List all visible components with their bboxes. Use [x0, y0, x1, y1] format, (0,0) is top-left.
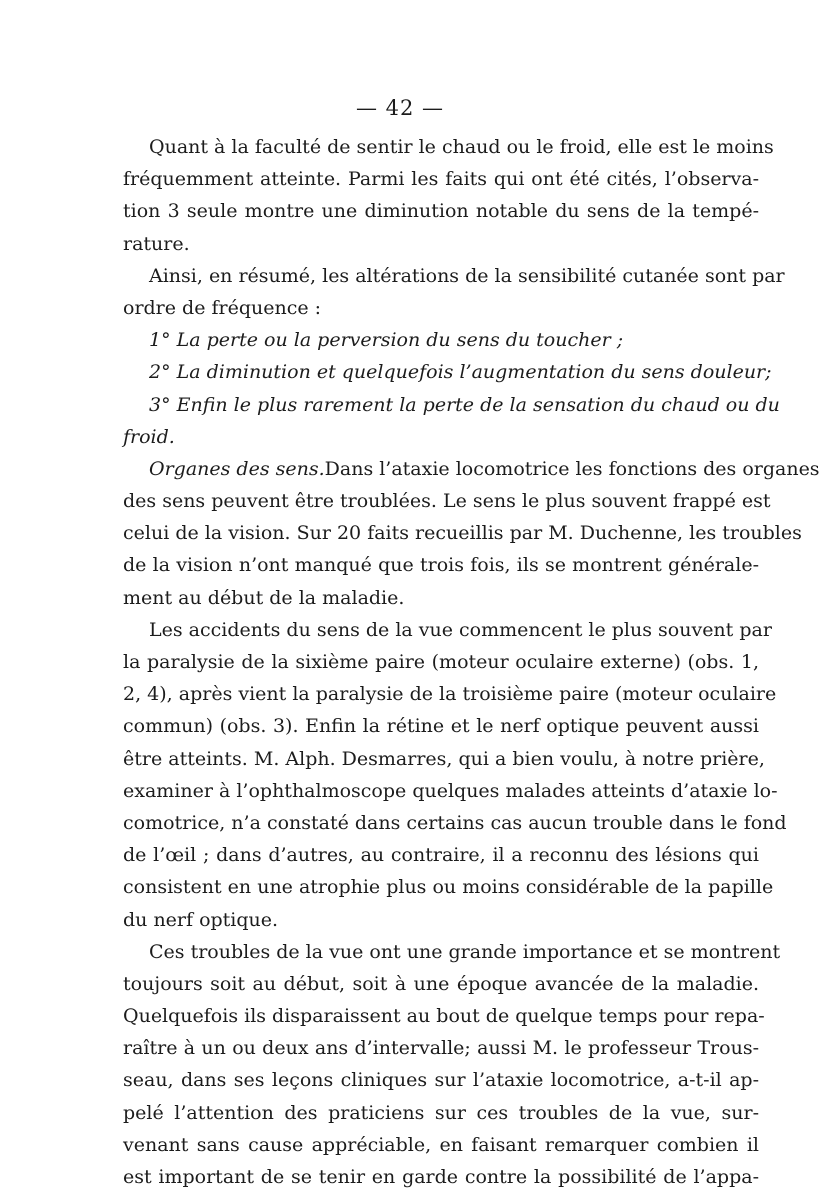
text-line	[123, 1161, 759, 1193]
text-line	[123, 1000, 765, 1032]
text-line	[123, 582, 759, 614]
text-line-content: du nerf optique.	[123, 908, 279, 931]
text-line	[123, 904, 759, 936]
text-line	[123, 775, 778, 807]
text-line	[123, 743, 765, 775]
text-line	[123, 807, 787, 839]
text-line-content: examiner à l’ophthalmoscope quelques malades atteints d’ataxie lo-	[123, 779, 778, 802]
text-line-content: ment au début de la maladie.	[123, 586, 405, 609]
text-line-content: est important de se tenir en garde contre la possibilité de l’appa-	[123, 1166, 759, 1188]
text-line	[123, 517, 802, 549]
page-number: — 42 —	[355, 96, 445, 120]
text-line	[123, 453, 820, 485]
text-line	[123, 131, 774, 163]
text-line	[123, 292, 759, 324]
text-line	[123, 1064, 759, 1096]
text-line	[123, 710, 759, 742]
text-line-content: Quelquefois ils disparaissent au bout de quelque temps pour repa-	[123, 1005, 765, 1028]
text-line	[123, 968, 759, 1000]
text-line-content: Dans l’ataxie locomotrice les fonctions des organes	[324, 457, 820, 480]
text-line	[123, 195, 759, 227]
text-line-content: 2° La diminution et quelquefois l’augmentation du sens douleur;	[149, 361, 772, 384]
text-line	[123, 1032, 759, 1064]
text-line-content: des sens peuvent être troublées. Le sens le plus souvent frappé est	[123, 490, 771, 513]
text-line	[123, 260, 785, 292]
text-line	[123, 646, 759, 678]
text-line	[123, 549, 759, 581]
text-line-content: tion 3 seule montre une diminution notable du sens de la tempé-	[123, 200, 759, 223]
section-heading: Organes des sens.	[149, 457, 325, 480]
text-line-content: être atteints. M. Alph. Desmarres, qui a bien voulu, à notre prière,	[123, 747, 765, 770]
text-line	[123, 421, 759, 453]
text-line-content: fréquemment atteinte. Parmi les faits qui ont été cités, l’observa-	[123, 168, 759, 191]
text-line-content: consistent en une atrophie plus ou moins considérable de la papille	[123, 876, 774, 899]
text-line-content: de l’œil ; dans d’autres, au contraire, il a reconnu des lésions qui	[123, 844, 759, 867]
text-line-content: la paralysie de la sixième paire (moteur oculaire externe) (obs. 1,	[123, 651, 759, 673]
text-line-content: raître à un ou deux ans d’intervalle; aussi M. le professeur Trous-	[123, 1037, 759, 1060]
text-line	[123, 871, 774, 903]
text-line-content: commun) (obs. 3). Enfin la rétine et le nerf optique peuvent aussi	[123, 715, 759, 738]
text-line	[123, 485, 771, 517]
text-line	[123, 389, 780, 421]
text-line	[123, 839, 759, 871]
text-line-content: froid.	[123, 425, 175, 448]
text-line	[123, 1097, 759, 1129]
text-line-content: ordre de fréquence :	[123, 296, 322, 319]
text-line	[123, 678, 777, 710]
text-line-content: 3° Enfin le plus rarement la perte de la sensation du chaud ou du	[149, 393, 780, 416]
text-line-content: 1° La perte ou la perversion du sens du toucher ;	[149, 329, 624, 352]
text-line-content: 2, 4), après vient la paralysie de la troisième paire (moteur oculaire	[123, 683, 777, 706]
text-line	[123, 936, 781, 968]
text-line-content: rature.	[123, 232, 190, 255]
text-line-content: seau, dans ses leçons cliniques sur l’ataxie locomotrice, a-t-il ap-	[123, 1069, 759, 1092]
text-line	[123, 1129, 759, 1161]
text-line-content: de la vision n’ont manqué que trois fois, ils se montrent générale-	[123, 554, 759, 577]
body-text	[123, 131, 820, 1193]
text-line-content: celui de la vision. Sur 20 faits recueillis par M. Duchenne, les troubles	[123, 522, 802, 545]
text-line-content: comotrice, n’a constaté dans certains cas aucun trouble dans le fond	[123, 811, 787, 834]
text-line	[123, 228, 759, 260]
text-line	[123, 163, 759, 195]
text-line-content: toujours soit au début, soit à une époque avancée de la maladie.	[123, 972, 759, 995]
text-line-content: Ainsi, en résumé, les altérations de la sensibilité cutanée sont par	[149, 264, 785, 287]
text-line-content: Ces troubles de la vue ont une grande importance et se montrent	[149, 940, 781, 963]
text-line-content: pelé l’attention des praticiens sur ces troubles de la vue, sur-	[123, 1101, 759, 1124]
text-line	[123, 614, 772, 646]
text-line-content: Quant à la faculté de sentir le chaud ou le froid, elle est le moins	[149, 136, 774, 158]
text-line	[123, 356, 772, 388]
text-line	[123, 324, 759, 356]
text-line-content: Les accidents du sens de la vue commencent le plus souvent par	[149, 618, 772, 641]
text-line-content: venant sans cause appréciable, en faisant remarquer combien il	[123, 1133, 759, 1156]
